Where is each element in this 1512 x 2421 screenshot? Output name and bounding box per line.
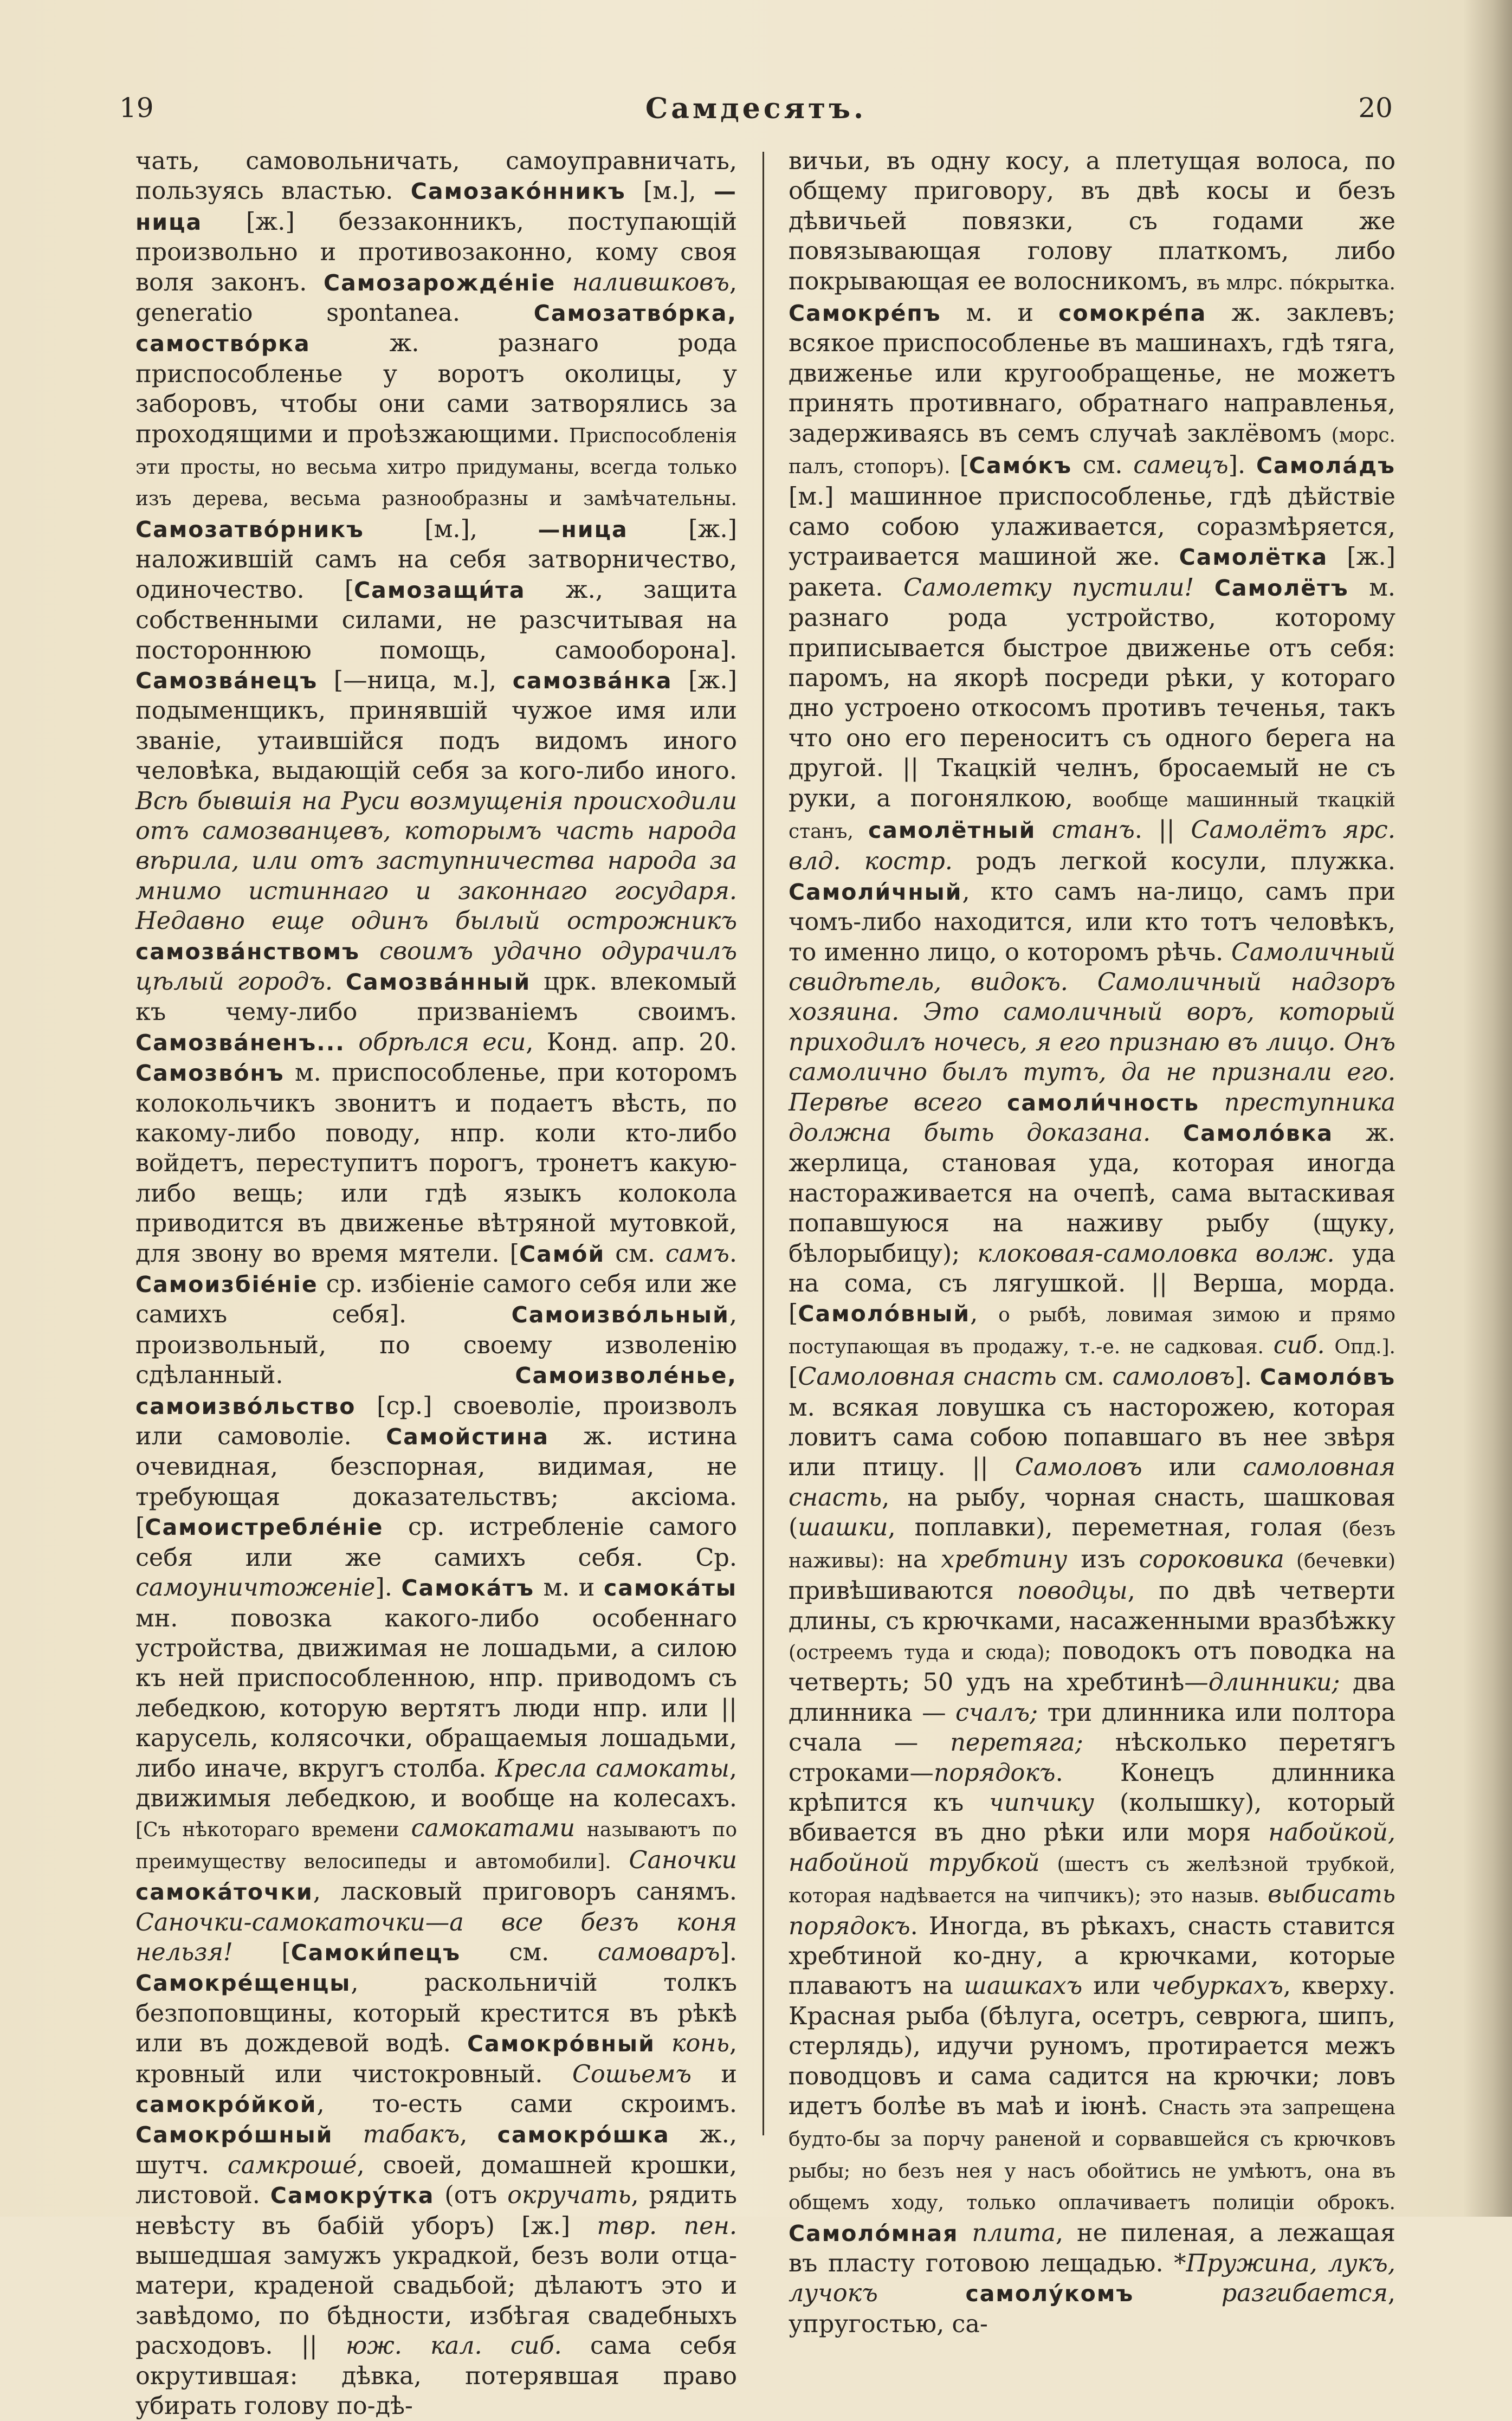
italic-text: самоваръ [597,1938,720,1966]
headword: самолётный [868,817,1036,843]
entry-text: мн. повозка какого-либо особеннаго устройства, движимая не лошадьми, а силою къ ней приспособленною, нпр. приводомъ съ лебедкою, которую вертятъ люди нпр. или || карусель, колясочки, обращаемыя лошадьми, либо иначе, вкругъ столба. [135,1604,737,1783]
italic-text: самоловная снасть [789,1454,1395,1512]
entry-text: чать, самовольничать, самоуправничать, пользуясь властью. [135,147,737,205]
entry-text: нѣсколько перетягъ строками— [789,1729,1396,1787]
headword: Самокро́шный [135,2122,333,2148]
entry-text: м. и [941,299,1059,327]
entry-text: изъ [1067,1545,1139,1573]
entry-text: ]. [1228,451,1256,480]
entry-text: три длинника или полтора счала — [789,1699,1395,1757]
headword: Само́й [519,1241,605,1267]
entry-text: [ж.] беззаконникъ, поступающій произвольно и противозаконно, кому своя воля законъ. [135,208,737,296]
entry-text: м. приспособленье, при которомъ колокольчикъ звонитъ и подаетъ вѣсть, по какому-либо поводу, нпр. коли кто-либо войдетъ, переступитъ порогъ, тронетъ какую-либо вещь; или гдѣ языкъ колокола приводится въ движенье вѣтряной мутовкой, для звону во время мятели. [ [135,1059,737,1268]
entry-text: . Конецъ длинника крѣпится къ [789,1759,1395,1817]
italic-text: своимъ удачно одурачилъ цѣлый городъ. [135,937,737,996]
italic-text: Всѣ бывшія на Руси возмущенія происходили отъ самозванцевъ, которымъ часть народа вѣрила, или отъ заступничества народа за мнимо истиннаго и законнаго государя. Недавно еще одинъ былый острожникъ [135,787,737,935]
small-text: Приспособленія эти просты, но весьма хитро придуманы, всегда только изъ дерева, весьма разнообразны и замѣчательны. [135,424,737,511]
italic-text: длинники; [1208,1669,1340,1697]
entry-text: , раскольничій толкъ безпоповщины, который крестится въ рѣкѣ или въ дождевой водѣ. [135,1969,737,2058]
headword: Самоло́въ [1259,1364,1396,1391]
italic-text: Самоловная снасть [798,1363,1057,1391]
entry-text [1194,574,1214,602]
headword: Самойстина [386,1424,550,1450]
headword: Самолётъ [1214,574,1349,601]
running-title: Самдесятъ. [645,92,867,125]
entry-text: поводокъ отъ поводка на четверть; 50 удъ на хребтинѣ— [789,1637,1395,1697]
small-text: Снасть эта запрещена будто-бы за порчу раненой и сорвавшейся съ крючковъ рыбы; но безъ нея у насъ обойтись не умѣютъ, она въ общемъ ходу, только оплачиваетъ полиціи оброкъ. [789,2097,1395,2215]
italic-text: перетяга; [950,1729,1083,1757]
headword: Самоки́пецъ [290,1939,461,1966]
small-text: (безъ наживы): [789,1518,1395,1572]
italic-text: набойкой, набойной трубкой [789,1819,1395,1877]
headword: Самокре́пъ [789,300,941,327]
entry-text: ж., шутч. [135,2121,737,2179]
headword: Самокре́щенцы [135,1970,351,1997]
entry-text: на [897,1545,941,1573]
entry-text: и [692,2060,737,2088]
headword: Самолётка [1179,544,1328,571]
headword: Самокру́тка [270,2183,435,2209]
headword: самокро́шка [497,2122,670,2148]
italic-text: Самоличный свидѣтель, видокъ. Самоличный надзоръ хозяина. Это самоличный воръ, который приходилъ ночесь, я его признаю въ лицо. Онъ самолично былъ тутъ, да не признали его. Первѣе всего [789,938,1395,1116]
entry-text: ж. заклевъ; всякое приспособленье въ машинахъ, гдѣ тяга, движенье или кругообращенье, не можетъ принять противнаго, обратнаго направленья, задерживаясь въ семъ случаѣ заклёвомъ [789,299,1395,448]
headword: Самозатво́рникъ [135,516,364,543]
entry-text: , упругостью, са- [789,2280,1395,2338]
page-header [119,92,1393,130]
italic-text: Саночки [629,1846,737,1874]
italic-text: преступника должна быть доказана. [789,1088,1396,1147]
entry-text: вышедшая замужъ украдкой, безъ воли отца-матери, краденой свадьбой; дѣлаютъ это и завѣдомо, по бѣдности, избѣгая свадебныхъ расходовъ. || [135,2242,737,2360]
entry-text: , кто самъ на-лицо, самъ при чомъ-либо находится, или кто тотъ человѣкъ, то именно лицо, о которомъ рѣчь. [789,877,1395,966]
entry-text: см. [1056,1363,1113,1391]
entry-text: , кверху. Красная рыба (бѣлуга, осетръ, севрюга, шипъ, стерлядь), идучи руномъ, протирается межъ поводцовъ и сама садится на крючки; ловъ идетъ болѣе въ маѣ и іюнѣ. [789,1972,1395,2120]
headword: Самоло́вка [1183,1120,1334,1146]
entry-text: црк. влекомый къ чему-либо призваніемъ своимъ. [135,967,737,1026]
entry-text: ]. [1235,1363,1260,1391]
italic-text: самоуничтоженіе [135,1574,376,1602]
headword: Самоизво́льный [511,1302,729,1328]
entry-text: . [729,1239,737,1268]
headword: самока́точки [135,1879,313,1906]
headword: Самола́дъ [1256,453,1395,479]
entry-text: , произвольный, по своему изволенію сдѣланный. [135,1301,737,1390]
headword: Самока́тъ [401,1575,534,1602]
small-text: (остреемъ туда и сюда); [789,1641,1063,1664]
entry-text: , [460,2121,497,2149]
italic-text: выбисать порядокъ [789,1881,1395,1940]
entry-text: [ [232,1938,291,1966]
entry-text: м. и [534,1574,604,1602]
entry-text: см. [605,1239,665,1268]
entry-text: , кровный или чистокровный. [135,2030,737,2088]
page-number-left: 19 [119,92,154,124]
headword: Самоистребле́ніе [145,1514,384,1541]
headword: Самоли́чный [789,879,962,905]
headword: сомокре́па [1058,300,1207,327]
headword: Самозво́нъ [135,1060,285,1087]
small-text: въ млрс. пóкрытка. [1196,272,1395,294]
entry-text: м. разнаго рода устройство, которому приписывается быстрое движенье отъ себя: паромъ, на якорѣ посреди рѣки, у котораго дно устроено откосомъ противъ теченья, такъ что оно его переноситъ съ одного берега на другой. || Ткацкій челнъ, бросаемый не съ руки, а погонялкою, [789,573,1396,812]
entry-text: , рядить невѣсту въ бабій уборъ) [ж.] [135,2181,737,2240]
italic-text: поводцы [1017,1577,1128,1605]
entry-text: ж. истина очевидная, безспорная, видимая, не требующая доказательствъ; аксіома. [ [135,1423,737,1541]
entry-text: см. [1072,451,1134,480]
headword: Самоизбіе́ніе [135,1271,318,1298]
entry-text: уда на сома, съ лягушкой. || Верша, морда. [ [789,1239,1396,1328]
italic-text: сиб. [1273,1331,1325,1359]
italic-text: Саночки-самокаточки—а все безъ коня нельзя! [135,1908,737,1966]
headword: Самозва́нный [345,969,531,995]
italic-text: самъ [665,1239,729,1268]
entry-text: , по двѣ четверти длины, съ крючками, насаженными вразбѣжку [789,1577,1395,1635]
italic-text: самоловъ [1112,1363,1235,1391]
small-text: (морс. палъ, стопоръ). [789,424,1395,479]
entry-text: [ж.] наложившій самъ на себя затворничество, одиночество. [ [135,515,738,604]
italic-text: самкрошé [227,2151,357,2179]
italic-text: Кресла самокаты [495,1754,729,1783]
left-column [135,146,738,2420]
entry-text: два длинника — [789,1669,1396,1727]
italic-text: Самолетку пустили! [903,573,1194,602]
headword: самолу́комъ [965,2281,1134,2307]
headword: Самозва́нецъ [135,667,318,694]
entry-text: [—ница, м.], [318,666,513,694]
entry-text: ж., защита собственными силами, не разсчитывая на постороннюю помощь, самооборона]. [135,576,738,664]
italic-text: конь [655,2030,729,2058]
small-text: [Съ нѣкотораго времени [135,1819,411,1842]
entry-text: , не пиленая, а лежащая въ пласту готовою лещадью. * [789,2219,1395,2278]
entry-text: привѣшиваются [789,1577,1017,1605]
entry-text: ]. [375,1574,402,1602]
small-text: Опд.]. [1324,1335,1395,1358]
italic-text: шашки [798,1514,888,1542]
italic-text: чебуркахъ [1151,1972,1283,2000]
italic-text: Самоловъ [1015,1454,1142,1482]
italic-text: твр. пен. [597,2212,738,2240]
entry-text: , то-есть сами скроимъ. [316,2090,737,2118]
italic-text: окручать [507,2181,631,2210]
italic-text: налившковъ [555,268,729,296]
headword: Самозва́ненъ... [135,1029,345,1056]
italic-text: плита [958,2219,1056,2247]
small-text: называютъ по преимуществу велосипеды и автомобили]. [135,1819,737,1873]
small-text: (шестъ съ желѣзной трубкой, которая надѣвается на чипчикъ); это назыв. [789,1853,1395,1908]
entry-text: вичьи, въ одну косу, а плетущая волоса, по общему приговору, въ двѣ косы и безъ дѣвичьей повязки, съ годами же повязывающая голову платкомъ, либо покрывающая ее волосникомъ, [789,147,1395,295]
headword: Самозако́нникъ [410,178,626,205]
headword: Самоло́вный [798,1301,971,1327]
italic-text: Самолётъ ярс. влд. костр. [789,816,1395,876]
entry-text: ж. жерлица, становая уда, которая иногда настораживается на очепѣ, сама вытаскивая попавшуюся на наживу рыбу (щуку, бѣлорыбицу); [789,1119,1395,1268]
entry-text: . || [1134,816,1191,844]
italic-text: Пружина, лукъ, лучокъ [789,2250,1395,2308]
entry-text: ср. истребленіе самого себя или же самихъ себя. Ср. [135,1513,737,1572]
entry-text: , Конд. апр. 20. [526,1028,737,1056]
entry-text: [ [959,451,969,480]
italic-text: чипчику [989,1789,1094,1817]
entry-text: (отъ [434,2181,508,2210]
entry-text: , ласковый приговоръ санямъ. [313,1878,737,1906]
entry-text: , на рыбу, чорная снасть, шашковая ( [789,1483,1395,1542]
headword: Самозарожде́ніе [324,269,556,296]
small-text: вообще машинный ткацкій станъ, [789,789,1395,843]
entry-text: [ср.] своеволіе, произволъ или самоволіе. [135,1392,737,1451]
page-number-right: 20 [1358,92,1393,124]
italic-text: порядокъ [933,1759,1056,1787]
entry-text: м. всякая ловушка съ насторожею, которая ловитъ сама собою попавшаго въ нее звѣря или птицу. || [789,1393,1395,1482]
entry-text: , generatio spontanea. [135,268,737,327]
headword: —ница [135,178,738,235]
italic-text: разгибается [1134,2280,1388,2308]
italic-text: хребтину [941,1545,1068,1573]
column-divider [763,152,764,2135]
entry-text: [ж.] ракета. [789,543,1395,602]
entry-text: родъ легкой косули, плужка. [952,848,1395,876]
right-column [789,146,1396,2338]
italic-text: табакъ [333,2121,460,2149]
entry-text: , поплавки), переметная, голая [888,1514,1342,1542]
entry-text: сама себя окрутившая: дѣвка, потерявшая право убирать голову по-дѣ- [135,2332,738,2420]
column-paragraph [789,146,1395,2339]
italic-text: Сошьемъ [572,2060,692,2088]
headword: самозва́нствомъ [135,938,360,965]
entry-text: ж. разнаго рода приспособленье у воротъ околицы, у заборовъ, чтобы они сами затворялись за проходящими и проѣзжающими. [135,330,737,448]
entry-text: . Иногда, въ рѣкахъ, снасть ставится хребтиной ко-дну, а крючками, которые плаваютъ на [789,1912,1395,2000]
headword: самокро́йкой [135,2091,317,2117]
small-text: о рыбѣ, ловимая зимою и прямо поступающая въ продажу, т.-е. не садковая. [789,1304,1395,1358]
entry-text: [м.] машинное приспособленье, гдѣ дѣйствіе само собою улаживается, соразмѣряется, устраивается машиной же. [789,483,1395,571]
headword: самозва́нка [512,667,673,694]
italic-text: клоковая-самоловка волж. [977,1239,1335,1268]
italic-text: шашкахъ [964,1972,1083,2000]
italic-text: станъ [1036,816,1135,844]
small-text: (бечевки) [1284,1550,1395,1572]
entry-text: , [970,1300,999,1328]
entry-text: , своей, домашней крошки, листовой. [135,2151,737,2210]
italic-text: обрѣлся еси [345,1028,526,1056]
italic-text: юж. кал. сиб. [345,2332,562,2360]
headword: Само́къ [969,453,1072,479]
headword: Самоизволе́нье, самоизво́льство [135,1363,737,1419]
entry-text: см. [461,1938,598,1966]
entry-text: или [1142,1454,1243,1482]
headword: Самоло́мная [789,2220,959,2246]
headword: Самокро́вный [467,2031,655,2057]
entry-text: или [1082,1972,1152,2000]
headword: —ница [538,516,628,543]
entry-text: [м.], [625,177,714,205]
entry-text: ]. [720,1938,737,1966]
italic-text: счалъ; [955,1699,1038,1727]
entry-text: [ [789,1363,798,1391]
headword: Самозатво́рка, самоство́рка [135,300,737,357]
entry-text: ср. избіеніе самого себя или же самихъ себя]. [135,1270,737,1329]
entry-text: [ж.] подыменщикъ, принявшій чужое имя или званіе, утаившійся подъ видомъ иного человѣка, выдающій себя за кого-либо иного. [135,666,737,785]
headword: самока́ты [604,1575,737,1602]
entry-text: , движимыя лебедкою, и вообще на колесахъ. [135,1754,737,1812]
headword: Самозащи́та [354,577,526,603]
column-paragraph [135,146,737,2421]
italic-text: самецъ [1133,451,1229,480]
headword: самоли́чность [1007,1089,1200,1116]
book-spine-shadow [1463,0,1512,2217]
entry-text: [м.], [364,515,538,543]
italic-text: сороковика [1139,1545,1284,1573]
entry-text: (колышку), который вбивается въ дно рѣки или моря [789,1789,1395,1847]
italic-text: самокатами [411,1815,575,1843]
